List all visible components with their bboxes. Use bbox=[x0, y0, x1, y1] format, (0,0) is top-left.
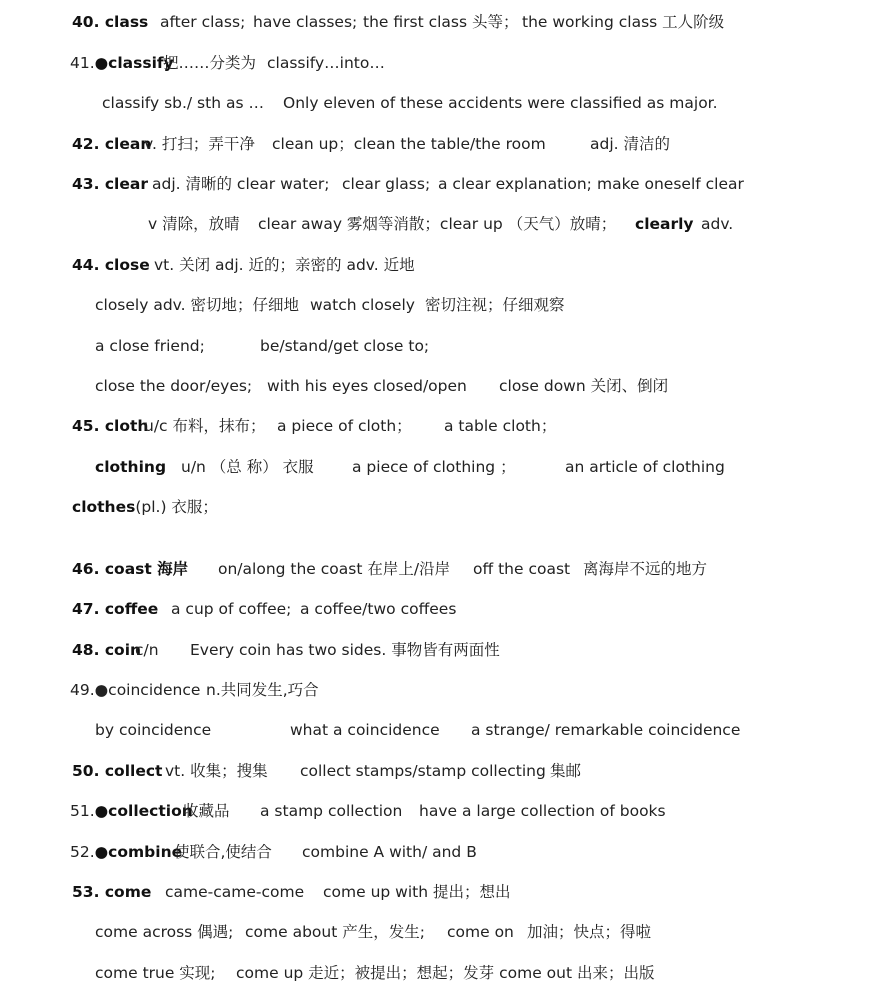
entry-47-coffee bbox=[72, 599, 457, 619]
entry-49-coincidence bbox=[70, 680, 319, 700]
entry-53-phrases-2 bbox=[95, 963, 655, 983]
entry-43-verb bbox=[148, 214, 734, 234]
phrase: come on bbox=[447, 923, 514, 941]
entry-41-example bbox=[102, 93, 718, 113]
headword: clothes bbox=[72, 498, 136, 516]
phrase: clean up；clean the table/the room bbox=[272, 135, 546, 153]
meaning: vt. 收集；搜集 bbox=[165, 762, 268, 780]
entry-49-phrases bbox=[95, 720, 741, 740]
meaning: 使联合,使结合 bbox=[174, 843, 272, 861]
entry-50-collect bbox=[72, 761, 582, 781]
entry-40-class bbox=[72, 12, 725, 32]
entry-number: 41. bbox=[70, 54, 95, 72]
phrase: the working class 工人阶级 bbox=[522, 13, 725, 31]
meaning: (pl.) 衣服； bbox=[135, 498, 218, 516]
meaning: 加油；快点；得啦 bbox=[527, 923, 652, 941]
phrase: after class; bbox=[160, 13, 246, 31]
phrase: come up 走近；被提出；想起；发芽 come out 出来；出版 bbox=[236, 964, 655, 982]
example-sentence: Every coin has two sides. 事物皆有两面性 bbox=[190, 641, 500, 659]
phrase: a table cloth； bbox=[444, 417, 557, 435]
derived-word: clearly bbox=[635, 215, 694, 233]
phrase: be/stand/get close to; bbox=[260, 337, 430, 355]
phrase: a cup of coffee; bbox=[171, 600, 292, 618]
phrase: classify sb./ sth as … bbox=[102, 94, 264, 112]
entry-42-clean bbox=[72, 134, 670, 154]
meaning: v 清除，放晴 bbox=[148, 215, 240, 233]
headword: 44. close bbox=[72, 256, 150, 274]
phrase: a piece of clothing ； bbox=[352, 458, 516, 476]
entry-43-clear bbox=[72, 174, 744, 194]
headword: 49.●coincidence bbox=[70, 681, 201, 699]
phrase: clear away 雾烟等消散；clear up （天气）放晴； bbox=[258, 215, 617, 233]
headword: 50. collect bbox=[72, 762, 163, 780]
phrase: clear glass; bbox=[342, 175, 431, 193]
phrase: with his eyes closed/open bbox=[267, 377, 467, 395]
entry-44-more bbox=[95, 376, 669, 396]
phrase: come about 产生，发生; bbox=[245, 923, 425, 941]
example-sentence: Only eleven of these accidents were classified as major. bbox=[283, 94, 718, 112]
meaning: u/c 布料，抹布； bbox=[144, 417, 266, 435]
phrase: have a large collection of books bbox=[419, 802, 666, 820]
meaning: u/n （总 称） 衣服 bbox=[181, 458, 314, 476]
meaning: n.共同发生,巧合 bbox=[206, 681, 319, 699]
headword: 53. come bbox=[72, 883, 152, 901]
phrase: a close friend; bbox=[95, 337, 205, 355]
headword: 48. coin bbox=[72, 641, 142, 659]
phrase: combine A with/ and B bbox=[302, 843, 477, 861]
phrase: a coffee/two coffees bbox=[300, 600, 457, 618]
phrase: have classes; bbox=[253, 13, 358, 31]
phrase: the first class 头等； bbox=[363, 13, 519, 31]
phrase: collect stamps/stamp collecting bbox=[300, 762, 546, 780]
phrase: closely adv. 密切地；仔细地 bbox=[95, 296, 299, 314]
headword: 45. cloth bbox=[72, 417, 149, 435]
phrase: watch closely bbox=[310, 296, 415, 314]
entry-45-cloth bbox=[72, 416, 557, 436]
entry-48-coin bbox=[72, 640, 500, 660]
entry-44-closely bbox=[95, 295, 565, 315]
meaning: adv. bbox=[701, 215, 734, 233]
headword: 47. coffee bbox=[72, 600, 159, 618]
phrase: come true 实现; bbox=[95, 964, 216, 982]
entry-45-clothing bbox=[95, 457, 725, 477]
phrase: came-came-come bbox=[165, 883, 305, 901]
headword: clothing bbox=[95, 458, 167, 476]
entry-51-collection bbox=[70, 801, 666, 821]
phrase: adj. 清晰的 clear water; bbox=[152, 175, 330, 193]
phrase: a piece of cloth； bbox=[277, 417, 412, 435]
meaning: v. 打扫；弄干净 bbox=[144, 135, 255, 153]
entry-45-clothes bbox=[72, 497, 218, 517]
entry-number: 51. bbox=[70, 802, 95, 820]
headword: ●classify bbox=[94, 54, 174, 72]
meaning: 把……分类为 bbox=[163, 54, 257, 72]
entry-44-close bbox=[72, 255, 415, 275]
headword: ●combine bbox=[94, 843, 183, 861]
meaning: adj. 清洁的 bbox=[590, 135, 670, 153]
headword: 46. coast 海岸 bbox=[72, 560, 189, 578]
headword: ●collection bbox=[94, 802, 193, 820]
headword: 43. clear bbox=[72, 175, 148, 193]
phrase: make oneself clear bbox=[597, 175, 744, 193]
phrase: a stamp collection bbox=[260, 802, 403, 820]
phrase: come up with 提出；想出 bbox=[323, 883, 511, 901]
phrase: come across 偶遇; bbox=[95, 923, 234, 941]
meaning: vt. 关闭 adj. 近的；亲密的 adv. 近地 bbox=[154, 256, 415, 274]
entry-44-phrases bbox=[95, 336, 430, 356]
phrase: by coincidence bbox=[95, 721, 212, 739]
entry-53-come bbox=[72, 882, 511, 902]
headword: 42. clean bbox=[72, 135, 152, 153]
meaning: 离海岸不远的地方 bbox=[583, 560, 708, 578]
phrase: close the door/eyes; bbox=[95, 377, 253, 395]
phrase: classify…into… bbox=[267, 54, 385, 72]
entry-41-classify bbox=[70, 53, 385, 73]
meaning: 密切注视；仔细观察 bbox=[425, 296, 565, 314]
headword: 40. class bbox=[72, 13, 149, 31]
phrase: what a coincidence bbox=[290, 721, 440, 739]
meaning: c/n bbox=[135, 641, 159, 659]
entry-46-coast bbox=[72, 559, 708, 579]
entry-number: 52. bbox=[70, 843, 95, 861]
entry-53-phrases-1 bbox=[95, 922, 652, 942]
phrase: a strange/ remarkable coincidence bbox=[471, 721, 741, 739]
meaning: 收藏品 bbox=[183, 802, 230, 820]
phrase: on/along the coast 在岸上/沿岸 bbox=[218, 560, 451, 578]
phrase: off the coast bbox=[473, 560, 571, 578]
entry-52-combine bbox=[70, 842, 477, 862]
phrase: a clear explanation; bbox=[438, 175, 592, 193]
phrase: an article of clothing bbox=[565, 458, 725, 476]
phrase: close down 关闭、倒闭 bbox=[499, 377, 669, 395]
meaning: 集邮 bbox=[550, 762, 582, 780]
